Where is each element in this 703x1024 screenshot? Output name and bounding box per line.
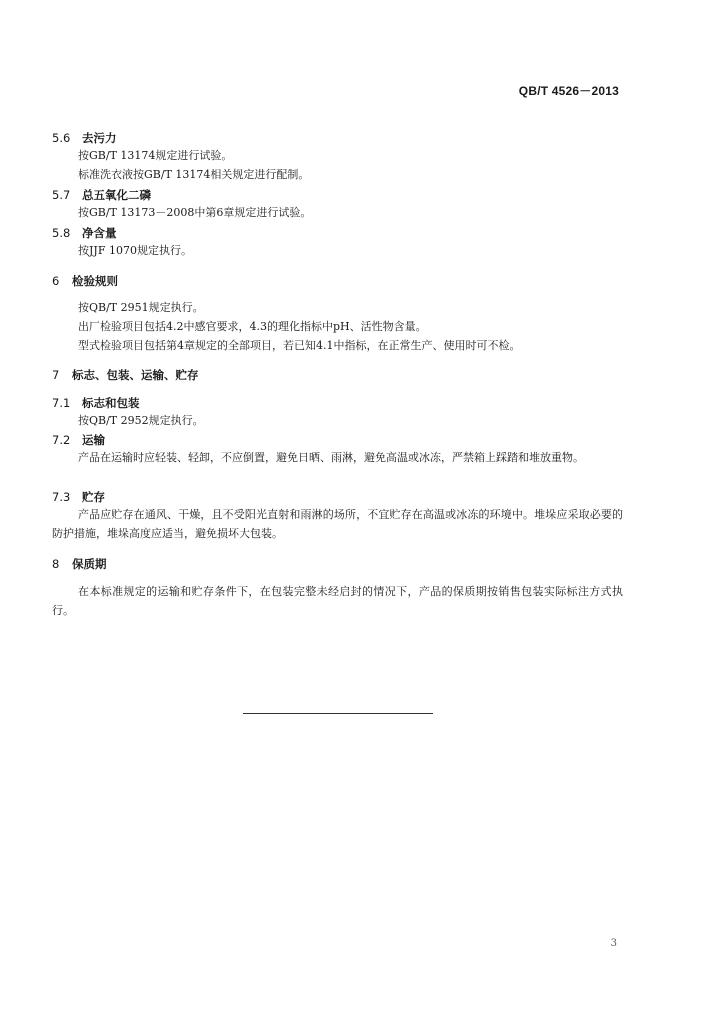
- section-heading: [52, 187, 623, 203]
- section-title: 运输: [82, 433, 105, 447]
- section-heading: [52, 225, 623, 241]
- section-7-2: [52, 432, 623, 467]
- section-heading: [52, 432, 623, 448]
- section-6: [52, 273, 623, 355]
- section-heading: [52, 556, 623, 572]
- paragraph: 产品应贮存在通风、干燥，且不受阳光直射和雨淋的场所，不宜贮存在高温或冰冻的环境中。堆垛应采取必要的防护措施，堆垛高度应适当，避免损坏大包装。: [52, 508, 623, 540]
- section-5-7: [52, 187, 623, 222]
- section-number: 7.2: [52, 433, 71, 447]
- section-number: 7: [52, 368, 60, 382]
- document-number: QB/T 4526－2013: [518, 84, 619, 98]
- section-number: 7.1: [52, 396, 71, 410]
- section-title: 去污力: [82, 131, 117, 145]
- paragraph: 型式检验项目包括第4章规定的全部项目，若已知4.1中指标，在正常生产、使用时可不检。: [78, 339, 521, 352]
- paragraph: 按GB/T 13173－2008中第6章规定进行试验。: [78, 206, 312, 219]
- section-title: 贮存: [82, 490, 105, 504]
- section-number: 7.3: [52, 490, 71, 504]
- section-title: 标志、包装、运输、贮存: [72, 368, 199, 382]
- section-heading: [52, 130, 623, 146]
- paragraph: 产品在运输时应轻装、轻卸，不应倒置，避免日晒、雨淋，避免高温或冰冻，严禁箱上踩踏和堆放重物。: [78, 451, 584, 464]
- section-7: [52, 367, 623, 383]
- section-number: 5.8: [52, 226, 71, 240]
- section-title: 总五氧化二磷: [82, 188, 151, 202]
- paragraph: 标准洗衣液按GB/T 13174相关规定进行配制。: [78, 168, 310, 181]
- section-number: 6: [52, 274, 60, 288]
- paragraph: 按QB/T 2951规定执行。: [78, 301, 204, 314]
- end-rule: [243, 713, 433, 714]
- section-5-8: [52, 225, 623, 260]
- section-number: 5.6: [52, 131, 71, 145]
- section-title: 保质期: [72, 557, 107, 571]
- section-heading: [52, 395, 623, 411]
- section-number: 5.7: [52, 188, 71, 202]
- section-number: 8: [52, 557, 60, 571]
- paragraph: 在本标准规定的运输和贮存条件下，在包装完整未经启封的情况下，产品的保质期按销售包装实际标注方式执行。: [52, 585, 623, 617]
- section-title: 检验规则: [72, 274, 118, 288]
- section-8: [52, 556, 623, 620]
- paragraph: 按QB/T 2952规定执行。: [78, 414, 204, 427]
- section-7-1: [52, 395, 623, 430]
- section-title: 净含量: [82, 226, 117, 240]
- section-7-3: [52, 489, 623, 543]
- section-5-6: [52, 130, 623, 184]
- section-heading: [52, 367, 623, 383]
- paragraph: 按JJF 1070规定执行。: [78, 244, 192, 257]
- page-number: 3: [610, 938, 617, 949]
- paragraph: 按GB/T 13174规定进行试验。: [78, 149, 233, 162]
- section-title: 标志和包装: [82, 396, 140, 410]
- section-heading: [52, 489, 623, 505]
- paragraph: 出厂检验项目包括4.2中感官要求，4.3的理化指标中pH、活性物含量。: [78, 320, 427, 333]
- section-heading: [52, 273, 623, 289]
